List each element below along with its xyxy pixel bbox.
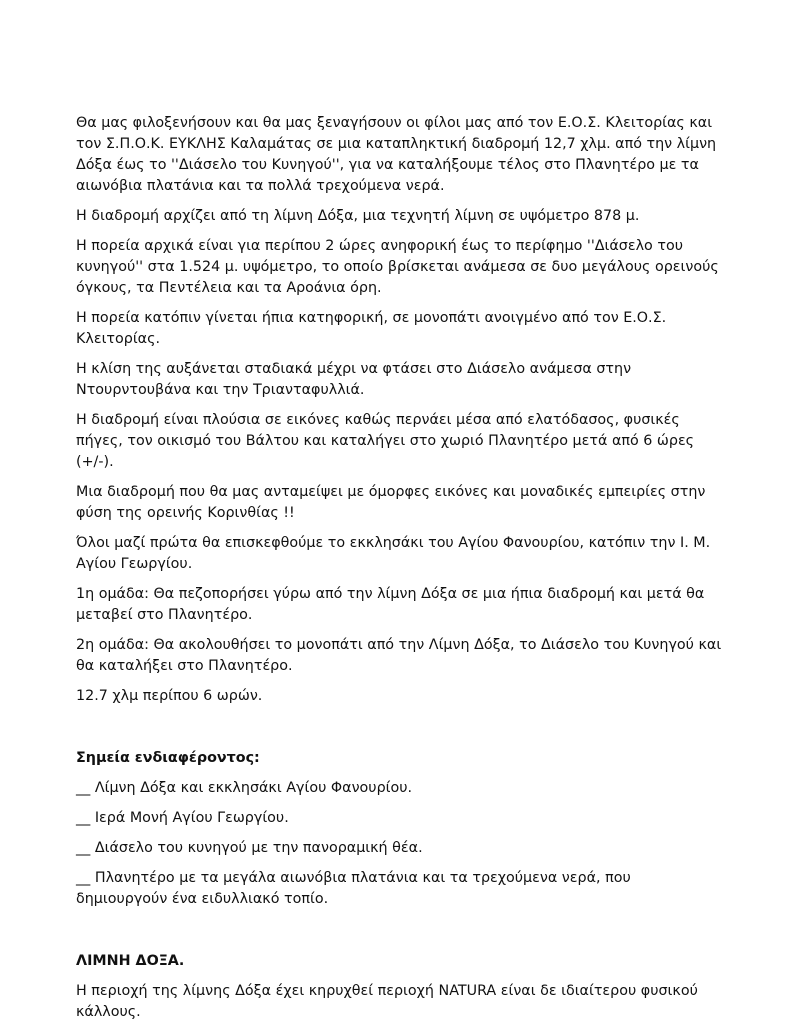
lake-paragraph: Η περιοχή της λίμνης Δόξα έχει κηρυχθεί περιοχή NATURA είναι δε ιδιαίτερου φυσικού κάλλους. <box>76 983 698 1020</box>
paragraph-descent: Η πορεία κατόπιν γίνεται ήπια κατηφορική, σε μονοπάτι ανοιγμένο από τον Ε.Ο.Σ. Κλειτορίας. <box>76 310 667 347</box>
interest-heading: Σημεία ενδιαφέροντος: <box>76 750 260 766</box>
interest-item-monastery: __ Ιερά Μονή Αγίου Γεωργίου. <box>76 810 289 826</box>
document-page <box>76 113 726 1032</box>
paragraph-group-2: 2η ομάδα: Θα ακολουθήσει το μονοπάτι από την Λίμνη Δόξα, το Διάσελο του Κυνηγού και θα καταλήξει στο Πλανητέρο. <box>76 637 722 674</box>
paragraph-visits: Όλοι μαζί πρώτα θα επισκεφθούμε το εκκλησάκι του Αγίου Φανουρίου, κατόπιν την Ι. Μ. Αγίου Γεωργίου. <box>76 535 711 572</box>
interest-item-pass: __ Διάσελο του κυνηγού με την πανοραμική θέα. <box>76 840 423 856</box>
paragraph-ascent: Η πορεία αρχικά είναι για περίπου 2 ώρες ανηφορική έως το περίφημο ''Διάσελο του κυνηγού'' στα 1.524 μ. υψόμετρο, το οποίο βρίσκεται ανάμεσα σε δυο μεγάλους ορεινούς όγκους, τα Πεντέλεια και τα Αροάνια όρη. <box>76 238 719 296</box>
paragraph-scenery: Η διαδρομή είναι πλούσια σε εικόνες καθώς περνάει μέσα από ελατόδασος, φυσικές πήγες, τον οικισμό του Βάλτου και καταλήγει στο χωριό Πλανητέρο μετά από 6 ώρες (+/-). <box>76 412 695 470</box>
paragraph-reward: Μια διαδρομή που θα μας ανταμείψει με όμορφες εικόνες και μοναδικές εμπειρίες στην φύση της ορεινής Κορινθίας !! <box>76 484 706 521</box>
paragraph-intro: Θα μας φιλοξενήσουν και θα μας ξεναγήσουν οι φίλοι μας από τον Ε.Ο.Σ. Κλειτορίας και τον Σ.Π.Ο.Κ. ΕΥΚΛΗΣ Καλαμάτας σε μια καταπληκτική διαδρομή 12,7 χλμ. από την λίμνη Δόξα έως το ''Διάσελο του Κυνηγού'', για να καταλήξουμε τέλος στο Πλανητέρο με τα αιωνόβια πλατάνια και τα πολλά τρεχούμενα νερά. <box>76 115 717 194</box>
paragraph-slope: Η κλίση της αυξάνεται σταδιακά μέχρι να φτάσει στο Διάσελο ανάμεσα στην Ντουρντουβάνα και την Τριανταφυλλιά. <box>76 361 632 398</box>
interest-item-planitero: __ Πλανητέρο με τα μεγάλα αιωνόβια πλατάνια και τα τρεχούμενα νερά, που δημιουργούν ένα ειδυλλιακό τοπίο. <box>76 870 631 907</box>
paragraph-distance: 12.7 χλμ περίπου 6 ωρών. <box>76 688 263 704</box>
paragraph-start: Η διαδρομή αρχίζει από τη λίμνη Δόξα, μια τεχνητή λίμνη σε υψόμετρο 878 μ. <box>76 208 640 224</box>
paragraph-group-1: 1η ομάδα: Θα πεζοπορήσει γύρω από την λίμνη Δόξα σε μια ήπια διαδρομή και μετά θα μεταβεί στο Πλανητέρο. <box>76 586 705 623</box>
lake-heading: ΛΙΜΝΗ ΔΟΞΑ. <box>76 953 185 969</box>
interest-item-doxa: __ Λίμνη Δόξα και εκκλησάκι Αγίου Φανουρίου. <box>76 780 413 796</box>
